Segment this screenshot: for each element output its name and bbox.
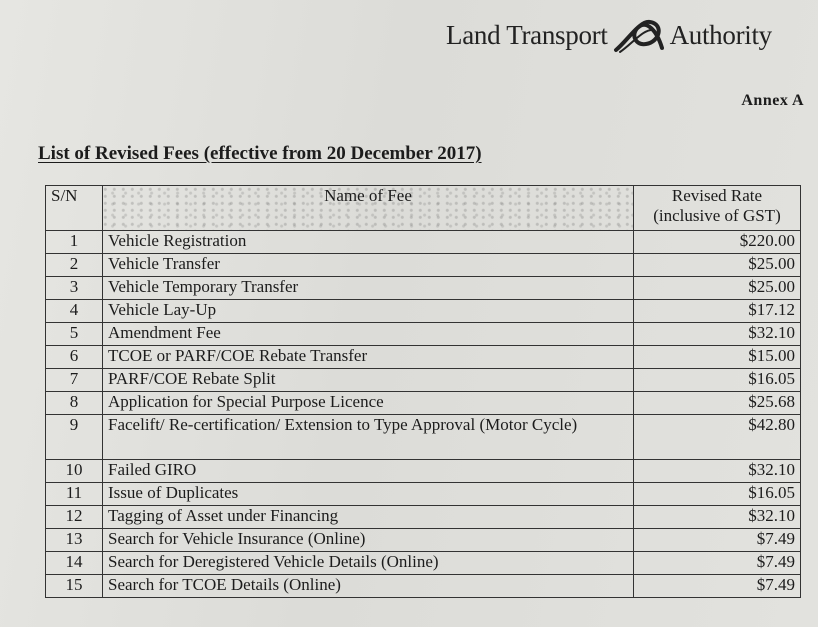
row-sn-cell: 2 bbox=[46, 254, 103, 277]
row-sn-cell: 1 bbox=[46, 231, 103, 254]
row-rate-cell: $25.00 bbox=[634, 277, 801, 300]
org-name-left: Land Transport bbox=[446, 19, 608, 50]
row-sn-cell: 11 bbox=[46, 483, 103, 506]
row-rate-cell: $7.49 bbox=[634, 575, 801, 598]
table-row bbox=[46, 552, 801, 575]
row-fee-name-cell: Vehicle Lay-Up bbox=[103, 300, 634, 323]
row-fee-name-cell: Search for TCOE Details (Online) bbox=[103, 575, 634, 598]
table-row bbox=[46, 231, 801, 254]
lta-loop-icon bbox=[610, 14, 668, 56]
row-rate-cell: $17.12 bbox=[634, 300, 801, 323]
table-row bbox=[46, 392, 801, 415]
table-row bbox=[46, 300, 801, 323]
row-fee-name-cell: Application for Special Purpose Licence bbox=[103, 392, 634, 415]
row-sn-cell: 15 bbox=[46, 575, 103, 598]
row-fee-name-cell: Amendment Fee bbox=[103, 323, 634, 346]
row-sn-cell: 3 bbox=[46, 277, 103, 300]
row-fee-name-cell: Vehicle Registration bbox=[103, 231, 634, 254]
row-fee-name-cell: PARF/COE Rebate Split bbox=[103, 369, 634, 392]
table-row bbox=[46, 369, 801, 392]
table-row bbox=[46, 529, 801, 552]
row-sn-cell: 13 bbox=[46, 529, 103, 552]
row-rate-cell: $42.80 bbox=[634, 415, 801, 460]
rate-header-line2: (inclusive of GST) bbox=[653, 206, 781, 225]
row-fee-name-cell: Vehicle Temporary Transfer bbox=[103, 277, 634, 300]
row-sn-cell: 6 bbox=[46, 346, 103, 369]
row-sn-cell: 12 bbox=[46, 506, 103, 529]
row-sn-cell: 14 bbox=[46, 552, 103, 575]
table-row bbox=[46, 415, 801, 460]
row-sn-cell: 8 bbox=[46, 392, 103, 415]
row-fee-name-cell: TCOE or PARF/COE Rebate Transfer bbox=[103, 346, 634, 369]
row-rate-cell: $32.10 bbox=[634, 460, 801, 483]
row-rate-cell: $32.10 bbox=[634, 323, 801, 346]
row-rate-cell: $25.00 bbox=[634, 254, 801, 277]
table-row bbox=[46, 575, 801, 598]
row-rate-cell: $25.68 bbox=[634, 392, 801, 415]
annex-label: Annex A bbox=[741, 92, 804, 109]
row-rate-cell: $16.05 bbox=[634, 369, 801, 392]
fees-table-body bbox=[46, 231, 801, 598]
table-row bbox=[46, 346, 801, 369]
row-sn-cell: 9 bbox=[46, 415, 103, 460]
row-fee-name-cell: Issue of Duplicates bbox=[103, 483, 634, 506]
row-fee-name-cell: Tagging of Asset under Financing bbox=[103, 506, 634, 529]
row-fee-name-cell: Failed GIRO bbox=[103, 460, 634, 483]
row-sn-cell: 4 bbox=[46, 300, 103, 323]
row-rate-cell: $16.05 bbox=[634, 483, 801, 506]
row-sn-cell: 10 bbox=[46, 460, 103, 483]
org-name-right: Authority bbox=[669, 19, 772, 50]
table-row bbox=[46, 254, 801, 277]
fees-table bbox=[45, 185, 801, 598]
table-row bbox=[46, 323, 801, 346]
table-row bbox=[46, 460, 801, 483]
row-sn-cell: 7 bbox=[46, 369, 103, 392]
row-fee-name-cell: Facelift/ Re-certification/ Extension to Type Approval (Motor Cycle) bbox=[103, 415, 634, 460]
rate-header-line1: Revised Rate bbox=[671, 186, 763, 205]
rate-column-header bbox=[634, 186, 801, 231]
row-rate-cell: $220.00 bbox=[634, 231, 801, 254]
table-row bbox=[46, 277, 801, 300]
row-fee-name-cell: Search for Deregistered Vehicle Details (Online) bbox=[103, 552, 634, 575]
table-row bbox=[46, 506, 801, 529]
table-row bbox=[46, 483, 801, 506]
fee-name-column-header: Name of Fee bbox=[103, 186, 634, 231]
row-rate-cell: $7.49 bbox=[634, 552, 801, 575]
sn-column-header: S/N bbox=[46, 186, 103, 231]
row-rate-cell: $7.49 bbox=[634, 529, 801, 552]
lta-logo bbox=[446, 14, 772, 56]
row-rate-cell: $15.00 bbox=[634, 346, 801, 369]
table-header-row bbox=[46, 186, 801, 231]
row-fee-name-cell: Search for Vehicle Insurance (Online) bbox=[103, 529, 634, 552]
row-sn-cell: 5 bbox=[46, 323, 103, 346]
document-title: List of Revised Fees (effective from 20 December 2017) bbox=[38, 143, 482, 164]
row-rate-cell: $32.10 bbox=[634, 506, 801, 529]
row-fee-name-cell: Vehicle Transfer bbox=[103, 254, 634, 277]
